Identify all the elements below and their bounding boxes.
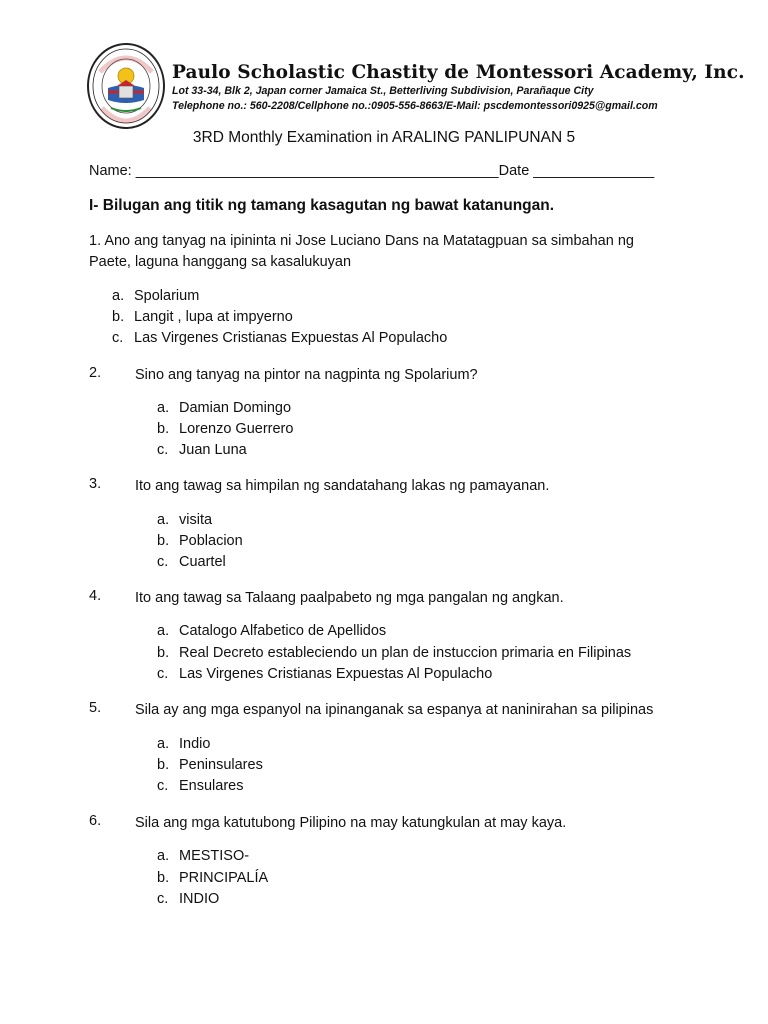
question-3-option-c: c. Cuartel — [157, 554, 226, 570]
section-heading: I- Bilugan ang titik ng tamang kasagutan ng bawat katanungan. — [89, 197, 555, 214]
question-6-option-c: c. INDIO — [157, 891, 220, 907]
question-6-option-a: a. MESTISO- — [157, 848, 250, 864]
question-2-number: 2. — [89, 365, 102, 381]
exam-title: 3RD Monthly Examination in ARALING PANLIPUNAN 5 — [192, 129, 576, 146]
question-5-text: Sila ay ang mga espanyol na ipinanganak sa espanya at naninirahan sa pilipinas — [135, 702, 654, 718]
question-1-line2: Paete, laguna hanggang sa kasalukuyan — [89, 254, 352, 270]
question-1-option-c: c. Las Virgenes Cristianas Expuestas Al Populacho — [112, 330, 448, 346]
question-4-option-c: c. Las Virgenes Cristianas Expuestas Al Populacho — [157, 666, 493, 682]
question-1-option-b: b. Langit , lupa at impyerno — [112, 309, 293, 325]
question-3-text: Ito ang tawag sa himpilan ng sandatahang lakas ng pamayanan. — [135, 478, 550, 494]
question-6-number: 6. — [89, 813, 102, 829]
question-6-option-b: b. PRINCIPALÍA — [157, 870, 269, 886]
question-4-number: 4. — [89, 588, 102, 604]
question-5-option-a: a. Indio — [157, 736, 211, 752]
question-5-number: 5. — [89, 700, 102, 716]
question-2-option-b: b. Lorenzo Guerrero — [157, 421, 294, 437]
question-1-option-a: a. Spolarium — [112, 288, 200, 304]
question-3-number: 3. — [89, 476, 102, 492]
question-1-line1: 1. Ano ang tanyag na ipininta ni Jose Luciano Dans na Matatagpuan sa simbahan ng — [89, 233, 634, 249]
school-address: Lot 33-34, Blk 2, Japan corner Jamaica St., Betterliving Subdivision, Parañaque City — [172, 85, 594, 97]
question-2-option-a: a. Damian Domingo — [157, 400, 292, 416]
school-seal-logo — [86, 42, 166, 130]
question-4-option-b: b. Real Decreto estableciendo un plan de instuccion primaria en Filipinas — [157, 645, 632, 661]
question-3-option-b: b. Poblacion — [157, 533, 243, 549]
question-3-option-a: a. visita — [157, 512, 213, 528]
question-4-option-a: a. Catalogo Alfabetico de Apellidos — [157, 623, 387, 639]
question-5-option-b: b. Peninsulares — [157, 757, 263, 773]
name-date-line: Name: _____________________________________________Date _______________ — [89, 163, 655, 179]
question-5-option-c: c. Ensulares — [157, 778, 244, 794]
question-4-text: Ito ang tawag sa Talaang paalpabeto ng mga pangalan ng angkan. — [135, 590, 564, 606]
question-2-option-c: c. Juan Luna — [157, 442, 247, 458]
question-6-text: Sila ang mga katutubong Pilipino na may katungkulan at may kaya. — [135, 815, 567, 831]
question-2-text: Sino ang tanyag na pintor na nagpinta ng Spolarium? — [135, 367, 478, 383]
school-contact: Telephone no.: 560-2208/Cellphone no.:0905-556-8663/E-Mail: pscdemontessori0925@gmail.com — [172, 100, 658, 112]
school-name: Paulo Scholastic Chastity de Montessori Academy, Inc. — [172, 62, 745, 83]
